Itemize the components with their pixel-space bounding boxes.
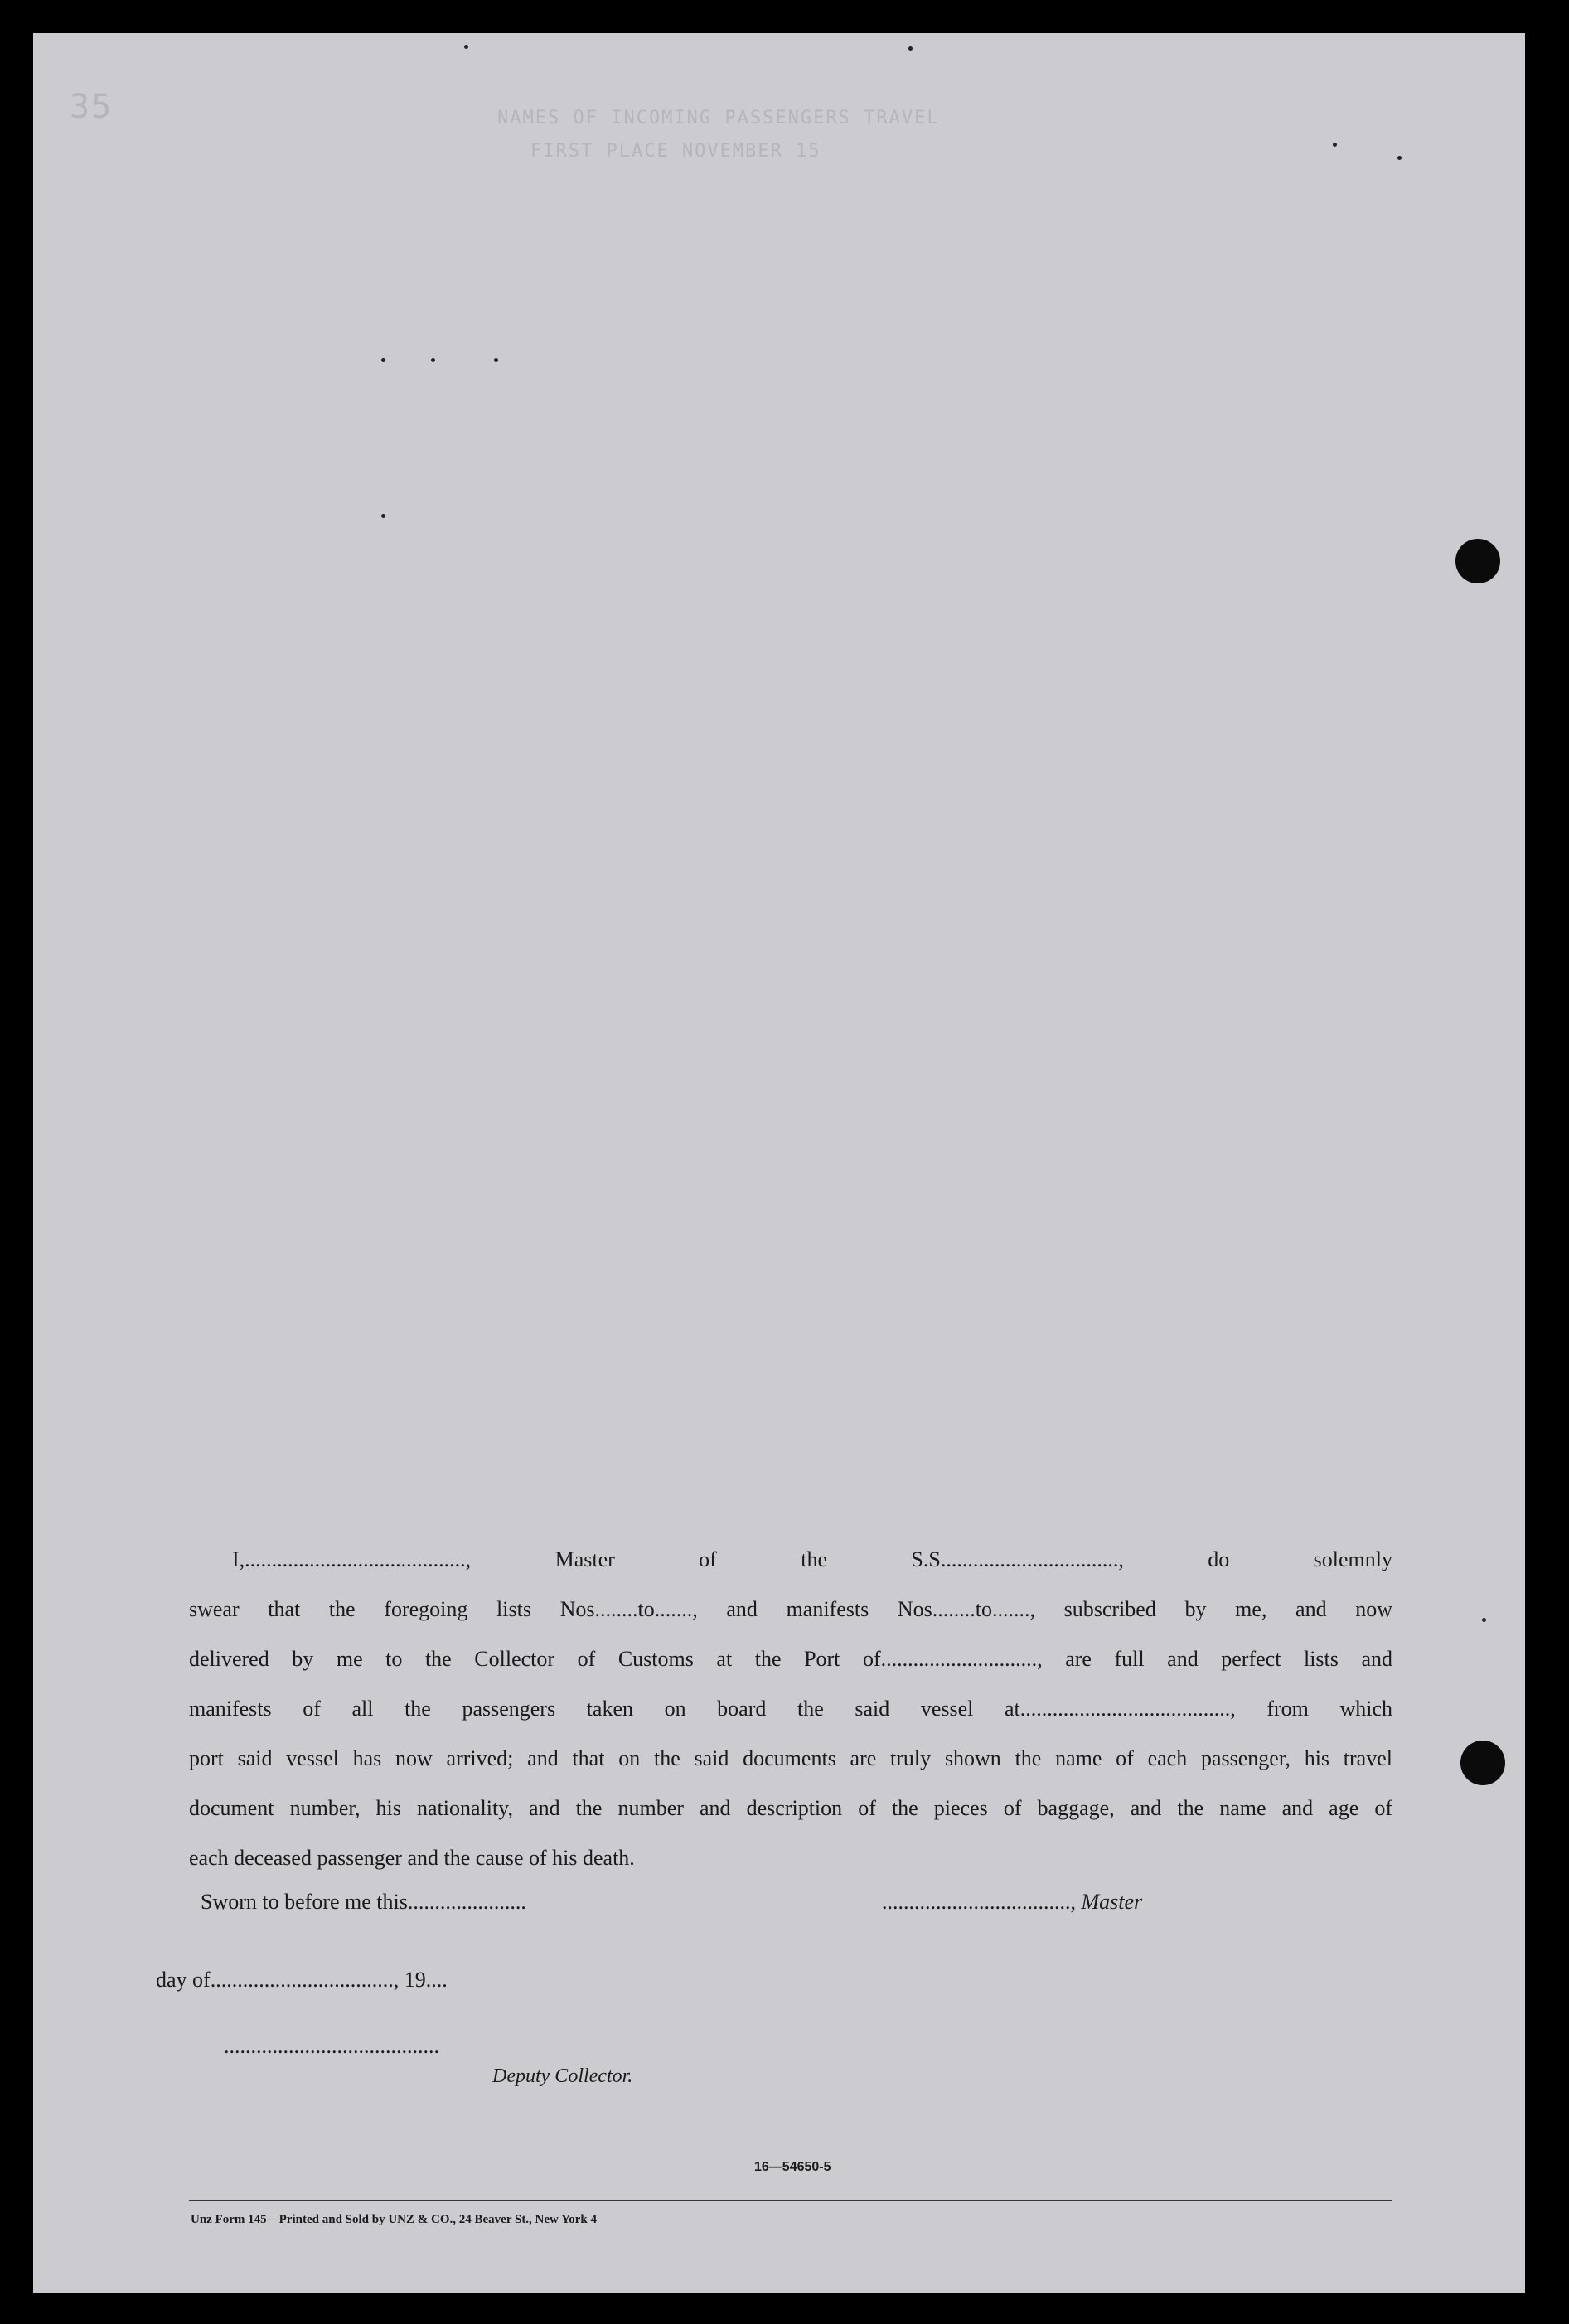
oath-line: manifests of all the passengers taken on board the said vessel at......................................., from which [189,1697,1392,1721]
oath-paragraph [189,1535,1392,1883]
form-code: 16—54650-5 [754,2160,831,2174]
oath-line: port said vessel has now arrived; and that on the said documents are truly shown the name of each passenger, his travel [189,1746,1392,1770]
punch-hole-bottom [1460,1741,1505,1785]
bleed-line-b: FIRST PLACE NOVEMBER 15 [530,141,821,162]
oath-line: swear that the foregoing lists Nos........to......., and manifests Nos........to......., subscribed by me, and now [189,1597,1392,1621]
master-signature-line [882,1890,1142,1915]
speck [464,45,468,49]
speck [1333,143,1337,147]
speck [494,358,498,362]
collector-dots: ........................................ [224,2034,439,2058]
deputy-collector-label: Deputy Collector. [492,2065,633,2087]
oath-line: document number, his nationality, and the number and description of the pieces of baggage, and the name and age of [189,1796,1392,1820]
master-dots: ..................................., [882,1890,1076,1914]
printer-line: Unz Form 145—Printed and Sold by UNZ & CO., 24 Beaver St., New York 4 [191,2213,597,2226]
speck [1482,1618,1486,1622]
bleed-line-a: NAMES OF INCOMING PASSENGERS TRAVEL [497,108,940,128]
speck [381,514,385,518]
day-of-line: day of.................................., 19.... [156,1968,448,1992]
speck [431,358,435,362]
bleed-number: 35 [70,88,114,126]
sworn-line: Sworn to before me this...................... [201,1890,526,1914]
speck [381,358,385,362]
oath-line: I,........................................., Master of the S.S................................., do solemnly [232,1547,1392,1571]
footer-rule [189,2200,1392,2201]
speck [1397,156,1402,160]
oath-line: delivered by me to the Collector of Customs at the Port of............................., are full and perfect lists and [189,1647,1392,1671]
speck [908,46,913,51]
master-label: Master [1081,1890,1143,1914]
oath-line: each deceased passenger and the cause of his death. [189,1846,635,1870]
punch-hole-top [1455,539,1500,583]
document-page [33,33,1525,2293]
